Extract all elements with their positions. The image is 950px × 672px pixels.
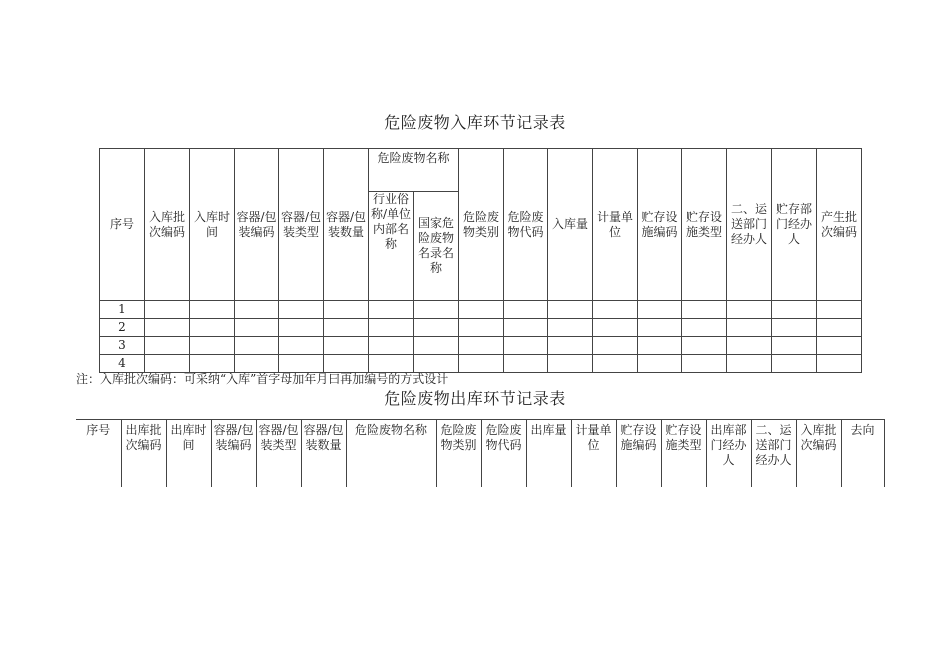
header-storage-code: 贮存设施编码 bbox=[616, 420, 661, 488]
batch-code-note: 注：入库批次编码：可采纳“入库”首字母加年月曰再加编号的方式设计 bbox=[76, 372, 449, 386]
header-container-type: 容器/包装类型 bbox=[256, 420, 301, 488]
header-container-code: 容器/包装编码 bbox=[211, 420, 256, 488]
header-seq: 序号 bbox=[100, 149, 145, 301]
header-out-handler: 出库部门经办人 bbox=[706, 420, 751, 488]
header-in-time: 入库时间 bbox=[190, 149, 235, 301]
inbound-table-title: 危险废物入库环节记录表 bbox=[384, 113, 566, 132]
inbound-record-table bbox=[99, 148, 862, 373]
header-storage-handler: 贮存部门经办人 bbox=[772, 149, 817, 301]
table-row bbox=[100, 337, 862, 355]
header-in-batch-code: 入库批次编码 bbox=[145, 149, 190, 301]
header-destination: 去向 bbox=[841, 420, 884, 488]
table-row bbox=[100, 301, 862, 319]
header-container-qty: 容器/包装数量 bbox=[324, 149, 369, 301]
header-out-batch-code: 出库批次编码 bbox=[121, 420, 166, 488]
header-storage-type: 贮存设施类型 bbox=[661, 420, 706, 488]
header-transport-handler: 二、运送部门经办人 bbox=[727, 149, 772, 301]
header-container-code: 容器/包装编码 bbox=[235, 149, 279, 301]
table-row bbox=[100, 319, 862, 337]
header-waste-name: 危险废物名称 bbox=[346, 420, 436, 488]
header-seq: 序号 bbox=[76, 420, 121, 488]
row-seq: 2 bbox=[100, 319, 145, 337]
header-unit: 计量单位 bbox=[593, 149, 638, 301]
row-seq: 4 bbox=[100, 355, 145, 373]
header-in-batch-code: 入库批次编码 bbox=[796, 420, 841, 488]
header-waste-code: 危险废物代码 bbox=[481, 420, 526, 488]
header-unit: 计量单位 bbox=[571, 420, 616, 488]
header-storage-code: 贮存设施编码 bbox=[638, 149, 682, 301]
header-waste-code: 危险废物代码 bbox=[504, 149, 548, 301]
header-national-name: 国家危险废物名录名称 bbox=[414, 192, 459, 301]
outbound-record-table bbox=[76, 419, 885, 487]
header-in-quantity: 入库量 bbox=[548, 149, 593, 301]
header-out-quantity: 出库量 bbox=[526, 420, 571, 488]
header-industry-name: 行业俗称/单位内部名称 bbox=[369, 192, 414, 301]
header-gen-batch-code: 产生批次编码 bbox=[817, 149, 862, 301]
outbound-table-title: 危险废物出库环节记录表 bbox=[384, 389, 566, 408]
header-transport-handler: 二、运送部门经办人 bbox=[751, 420, 796, 488]
header-out-time: 出库时间 bbox=[166, 420, 211, 488]
header-container-qty: 容器/包装数量 bbox=[301, 420, 346, 488]
row-seq: 3 bbox=[100, 337, 145, 355]
header-storage-type: 贮存设施类型 bbox=[682, 149, 727, 301]
header-waste-category: 危险废物类别 bbox=[436, 420, 481, 488]
header-waste-category: 危险废物类别 bbox=[459, 149, 504, 301]
header-container-type: 容器/包装类型 bbox=[279, 149, 324, 301]
header-waste-name-group: 危险废物名称 bbox=[369, 149, 459, 192]
row-seq: 1 bbox=[100, 301, 145, 319]
